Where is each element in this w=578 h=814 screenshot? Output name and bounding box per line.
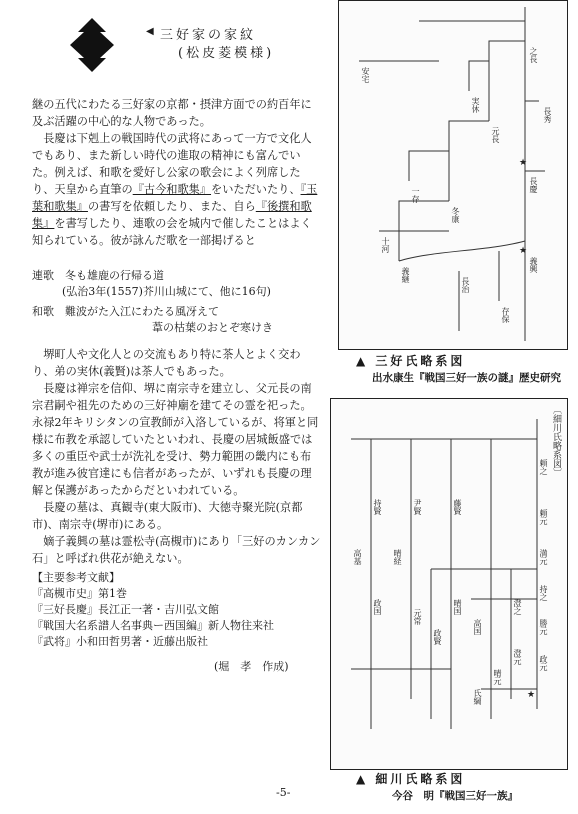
tree-label: 義興 bbox=[529, 257, 538, 273]
tree-label: 実休 bbox=[471, 97, 480, 113]
tree-label: 藤賢 bbox=[453, 499, 462, 515]
waka-label: 和歌 bbox=[32, 305, 54, 318]
crest-subtitle: (松皮菱模様) bbox=[178, 46, 275, 61]
miyoshi-caption: ▲ 三好氏略系図 bbox=[356, 354, 466, 368]
tree-label: 政元 bbox=[539, 655, 548, 671]
reference-item: 『高槻市史』第1巻 bbox=[32, 587, 127, 600]
page-number: -5- bbox=[276, 786, 291, 799]
tree-label: 元常 bbox=[413, 609, 422, 625]
tree-label: 存保 bbox=[501, 307, 510, 323]
references-heading: 【主要参考文献】 bbox=[32, 571, 120, 584]
tree-label: 政国 bbox=[373, 599, 382, 615]
tree-label: 一存 bbox=[411, 187, 420, 203]
svg-text:★: ★ bbox=[519, 158, 528, 168]
author-credit: (堀 孝 作成) bbox=[214, 660, 289, 673]
tree-label: 氏綱 bbox=[473, 689, 482, 705]
paragraph-5: 長慶の墓は、真観寺(東大阪市)、大徳寺聚光院(京都市)、南宗寺(堺市)にある。 bbox=[32, 501, 303, 531]
tree-label: 高基 bbox=[353, 549, 362, 565]
hosokawa-source: 今谷 明『戦国三好一族』 bbox=[392, 790, 518, 802]
miyoshi-genealogy-chart bbox=[338, 0, 568, 350]
tree-label: 満元 bbox=[539, 549, 548, 565]
waka-line2: 葦の枯葉のおとぞ寒けき bbox=[152, 321, 273, 334]
tree-label: 長秀 bbox=[543, 107, 552, 123]
svg-text:★: ★ bbox=[527, 690, 536, 700]
tree-label: 澄之 bbox=[513, 599, 522, 615]
tree-label: 晴国 bbox=[453, 599, 462, 615]
crest-icon bbox=[62, 16, 122, 74]
paragraph-4: 長慶は禅宗を信仰、堺に南宗寺を建立し、父元長の南宗君嗣や祖先のための三好神廟を建てその霊を祀った。永禄2年キリシタンの宣教師が入洛しているが、将軍と同様に布教を承認していたといわれ、長慶の居城飯盛では多くの重臣や武士が洗礼を受け、勢力範囲の畿内にも布教が進み彼官達にも信者があったが、いずれも長慶の理解と保護があったからだといわれている。 bbox=[32, 382, 319, 497]
body-text-upper bbox=[32, 96, 322, 249]
tree-label: 之長 bbox=[529, 47, 538, 63]
tree-label: 安宅 bbox=[361, 67, 370, 83]
miyoshi-source: 出水康生『戦国三好一族の謎』歴史研究 bbox=[372, 372, 561, 384]
paragraph-6: 嫡子義興の墓は霊松寺(高槻市)にあり「三好のカンカン石」と呼ばれ供花が絶えない。 bbox=[32, 535, 321, 565]
tree-label: 尹賢 bbox=[413, 499, 422, 515]
tree-label: 政賢 bbox=[433, 629, 442, 645]
crest-title: 三好家の家紋 bbox=[160, 28, 257, 43]
renga-note: (弘治3年(1557)芥川山城にて、他に16句) bbox=[62, 285, 271, 298]
tree-label: 長慶 bbox=[529, 177, 538, 193]
tree-label: 十河 bbox=[381, 237, 390, 253]
tree-label: 持之 bbox=[539, 585, 548, 601]
hosokawa-header: 〔細川氏略系図〕 bbox=[551, 405, 561, 477]
tree-label: 勝元 bbox=[539, 619, 548, 635]
tree-label: 高国 bbox=[473, 619, 482, 635]
paragraph-3: 堺町人や文化人との交流もあり特に茶人とよく交わり、弟の実休(義賢)は茶人でもあった。 bbox=[32, 348, 301, 378]
tree-label: 晴経 bbox=[393, 549, 402, 565]
renga-label: 連歌 bbox=[32, 269, 54, 282]
tree-label: 長治 bbox=[461, 277, 470, 293]
reference-item: 『戦国大名系譜人名事典ー西国編』新人物往来社 bbox=[32, 619, 274, 632]
tree-label: 冬康 bbox=[451, 207, 460, 223]
tree-label: 持賢 bbox=[373, 499, 382, 515]
tree-label: 頼之 bbox=[539, 459, 548, 475]
pointer-icon: ◀ bbox=[146, 26, 154, 37]
body-text-lower bbox=[32, 346, 322, 567]
hosokawa-caption: ▲ 細川氏略系図 bbox=[356, 772, 466, 786]
paragraph-1: 継の五代にわたる三好家の京都・摂津方面での約百年に及ぶ活躍の中心的な人物であった。 bbox=[32, 98, 312, 128]
svg-text:★: ★ bbox=[519, 246, 528, 256]
tree-label: 義継 bbox=[401, 267, 410, 283]
tree-label: 晴元 bbox=[493, 669, 502, 685]
waka-block bbox=[32, 304, 273, 336]
tree-label: 元長 bbox=[491, 127, 500, 143]
waka-line1: 難波がた入江にわたる風冴えて bbox=[65, 305, 219, 318]
tree-label: 澄元 bbox=[513, 649, 522, 665]
tree-label: 頼元 bbox=[539, 509, 548, 525]
hosokawa-genealogy-chart bbox=[330, 398, 568, 770]
paragraph-2: 長慶は下剋上の戦国時代の武将にあって一方で文化人でもあり、また新しい時代の進取の精神にも富んでいた。例えば、和歌を愛好し公家の歌会によく列席したり、天皇から直筆の『古今和歌集』をいただいたり、『玉葉和歌集』の書写を依頼したり、また、自ら『後撰和歌集』を書写したり、連歌の会を城内で催したことはよく知られている。彼が詠んだ歌を一部掲げると bbox=[32, 132, 318, 247]
reference-item: 『三好長慶』長江正一著・吉川弘文館 bbox=[32, 603, 219, 616]
reference-item: 『武将』小和田哲男著・近藤出版社 bbox=[32, 635, 208, 648]
references bbox=[32, 570, 274, 650]
renga-verse: 冬も雄鹿の行帰る道 bbox=[65, 269, 164, 282]
renga-block bbox=[32, 268, 271, 300]
